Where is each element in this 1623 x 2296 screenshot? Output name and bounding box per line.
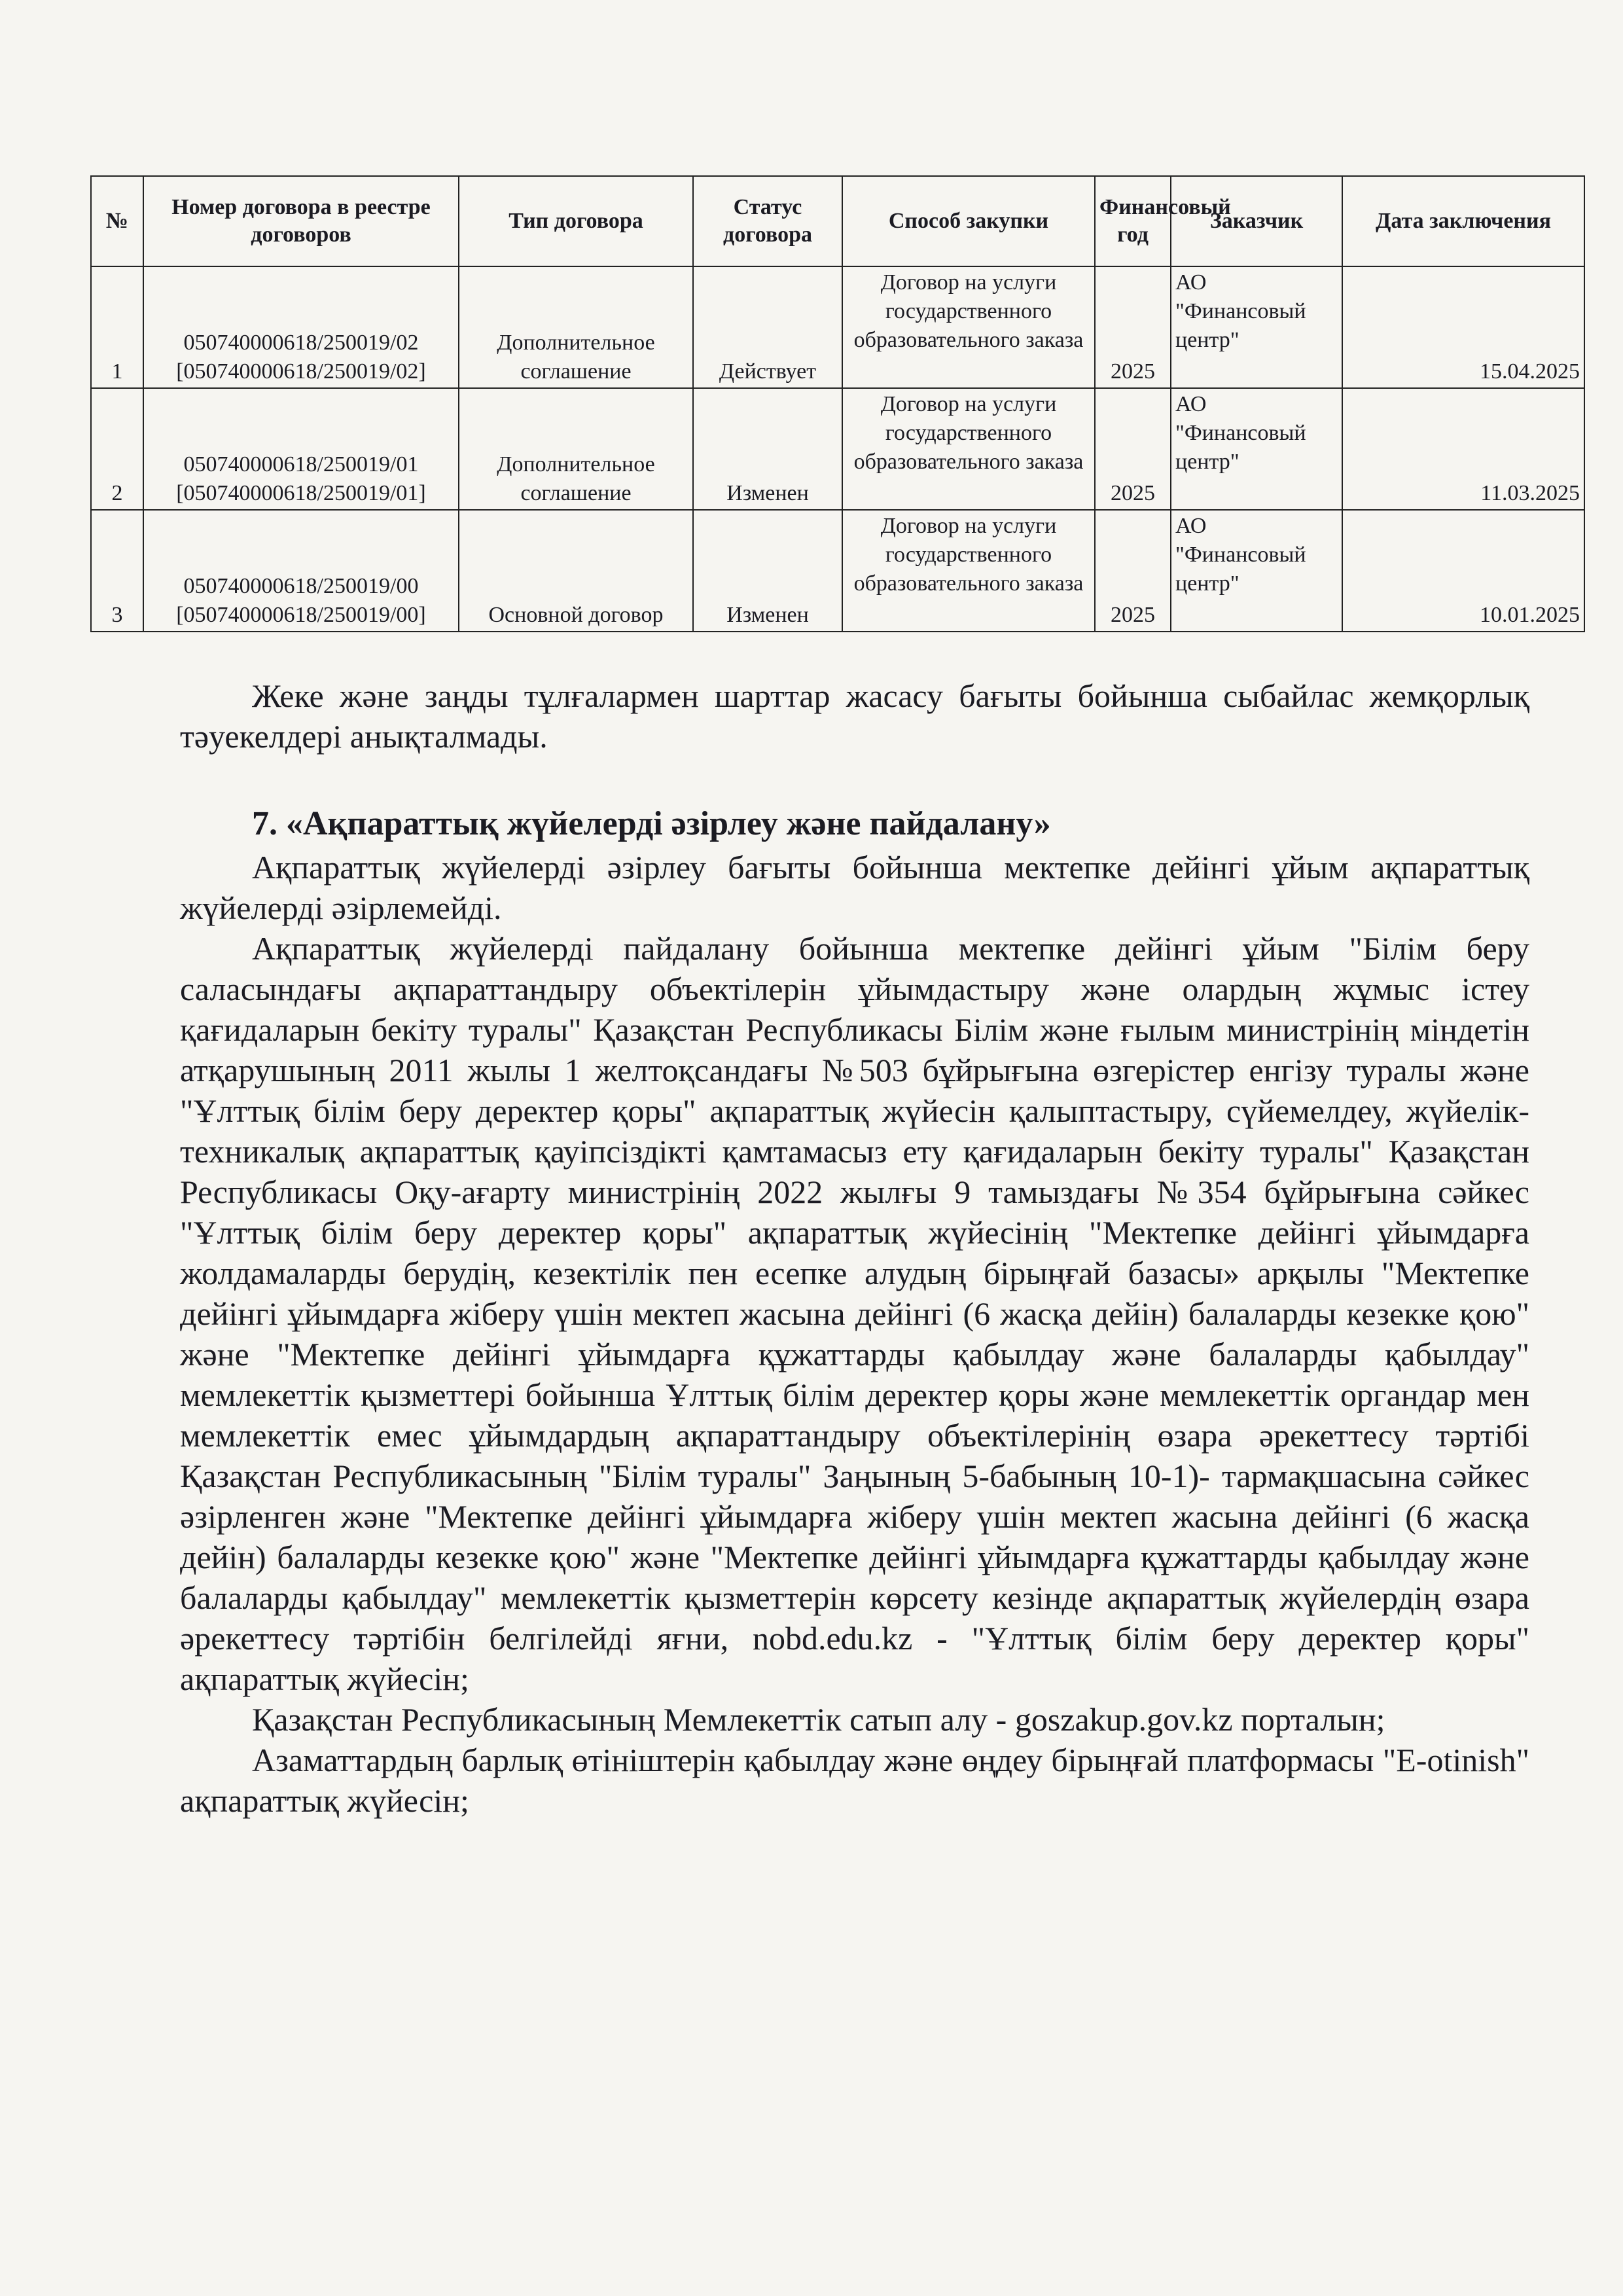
cell-year: 2025 (1095, 266, 1171, 388)
cell-contract-type: Основной договор (459, 510, 693, 632)
cell-date: 10.01.2025 (1342, 510, 1584, 632)
cell-contract-type: Дополнительное соглашение (459, 388, 693, 510)
cell-customer: АО "Финансовый центр" (1171, 266, 1342, 388)
contract-number-registry: [050740000618/250019/01] (176, 481, 426, 505)
header-customer: Заказчик (1171, 176, 1342, 266)
cell-method: Договор на услуги государственного образовательного заказа (842, 510, 1095, 632)
cell-num: 3 (91, 510, 143, 632)
header-num: № (91, 176, 143, 266)
cell-contract-number (143, 266, 459, 388)
cell-contract-number (143, 388, 459, 510)
contracts-table (90, 175, 1585, 632)
cell-status: Действует (693, 266, 842, 388)
cell-status: Изменен (693, 510, 842, 632)
contract-number-line: 050740000618/250019/02 (183, 331, 419, 355)
cell-customer: АО "Финансовый центр" (1171, 510, 1342, 632)
table-row (91, 388, 1584, 510)
table-header-row (91, 176, 1584, 266)
header-contract-type: Тип договора (459, 176, 693, 266)
cell-date: 11.03.2025 (1342, 388, 1584, 510)
risk-paragraph-block (180, 675, 1529, 757)
dev-statement: Ақпараттық жүйелерді әзірлеу бағыты бойынша мектепке дейінгі ұйым ақпараттық жүйелерді әзірлемейді. (180, 849, 1529, 926)
cell-num: 2 (91, 388, 143, 510)
contract-number-line: 050740000618/250019/01 (183, 452, 419, 476)
cell-customer: АО "Финансовый центр" (1171, 388, 1342, 510)
table-row (91, 510, 1584, 632)
cell-year: 2025 (1095, 510, 1171, 632)
cell-status: Изменен (693, 388, 842, 510)
cell-method: Договор на услуги государственного образовательного заказа (842, 266, 1095, 388)
cell-contract-type: Дополнительное соглашение (459, 266, 693, 388)
goszakup-statement: Қазақстан Республикасының Мемлекеттік сатып алу - goszakup.gov.kz порталын; (252, 1701, 1385, 1738)
header-financial-year: Финансовый год (1095, 176, 1171, 266)
cell-contract-number (143, 510, 459, 632)
header-contract-status: Статус договора (693, 176, 842, 266)
contract-number-registry: [050740000618/250019/00] (176, 603, 426, 627)
header-conclusion-date: Дата заключения (1342, 176, 1584, 266)
eotinish-statement: Азаматтардың барлық өтініштерін қабылдау және өңдеу бірыңғай платформасы "E-otinish" ақпараттық жүйесін; (180, 1742, 1529, 1819)
cell-date: 15.04.2025 (1342, 266, 1584, 388)
section-title: 7. «Ақпараттық жүйелерді әзірлеу және пайдалану» (252, 805, 1051, 842)
cell-year: 2025 (1095, 388, 1171, 510)
cell-method: Договор на услуги государственного образовательного заказа (842, 388, 1095, 510)
header-contract-number: Номер договора в реестре договоров (143, 176, 459, 266)
usage-statement: Ақпараттық жүйелерді пайдалану бойынша мектепке дейінгі ұйым "Білім беру саласындағы ақпараттандыру объектілерін ұйымдастыру және олардың жұмыс істеу қағидаларын бекіту туралы" Қазақстан Республикасы Білім және ғылым министрінің міндетін атқарушының 2011 жылы 1 желтоқсандағы №503 бұйрығына өзгерістер енгізу туралы және "Ұлттық білім беру деректер қоры" ақпараттық жүйесін қалыптастыру, сүйемелдеу, жүйелік-техникалық ақпараттық қауіпсіздікті қамтамасыз ету қағидаларын бекіту туралы" Қазақстан Республикасы Оқу-ағарту министрінің 2022 жылғы 9 тамыздағы №354 бұйрығына сәйкес "Ұлттық білім беру деректер қоры" ақпараттық жүйесінің "Мектепке дейінгі ұйымдарға жолдамаларды берудің, кезектілік пен есепке алудың бірыңғай базасы» арқылы "Мектепке дейінгі ұйымдарға жіберу үшін мектеп жасына дейінгі (6 жасқа дейін) балаларды кезекке қою" және "Мектепке дейінгі ұйымдарға құжаттарды қабылдау және балаларды қабылдау" мемлекеттік қызметтері бойынша Ұлттық білім деректер қоры және мемлекеттік органдар мен мемлекеттік емес ұйымдардың ақпараттандыру объектілерінің өзара әрекеттесу тәртібі Қазақстан Республикасының "Білім туралы" Заңының 5-бабының 10-1)- тармақшасына сәйкес әзірленген және "Мектепке дейінгі ұйымдарға жіберу үшін мектеп жасына дейінгі (6 жасқа дейін) балаларды кезекке қою" және "Мектепке дейінгі ұйымдарға құжаттарды қабылдау және балаларды қабылдау" мемлекеттік қызметтерін көрсету кезінде ақпараттық жүйелердің өзара әрекеттесу тәртібін белгілейді яғни, nobd.edu.kz - "Ұлттық білім беру деректер қоры" ақпараттық жүйесін; (180, 930, 1529, 1697)
header-procurement-method: Способ закупки (842, 176, 1095, 266)
contract-number-line: 050740000618/250019/00 (183, 574, 419, 598)
cell-num: 1 (91, 266, 143, 388)
section-body (180, 847, 1529, 1821)
contract-number-registry: [050740000618/250019/02] (176, 359, 426, 384)
table-row (91, 266, 1584, 388)
risk-statement: Жеке және заңды тұлғалармен шарттар жасасу бағыты бойынша сыбайлас жемқорлық тәуекелдері анықталмады. (180, 677, 1529, 755)
